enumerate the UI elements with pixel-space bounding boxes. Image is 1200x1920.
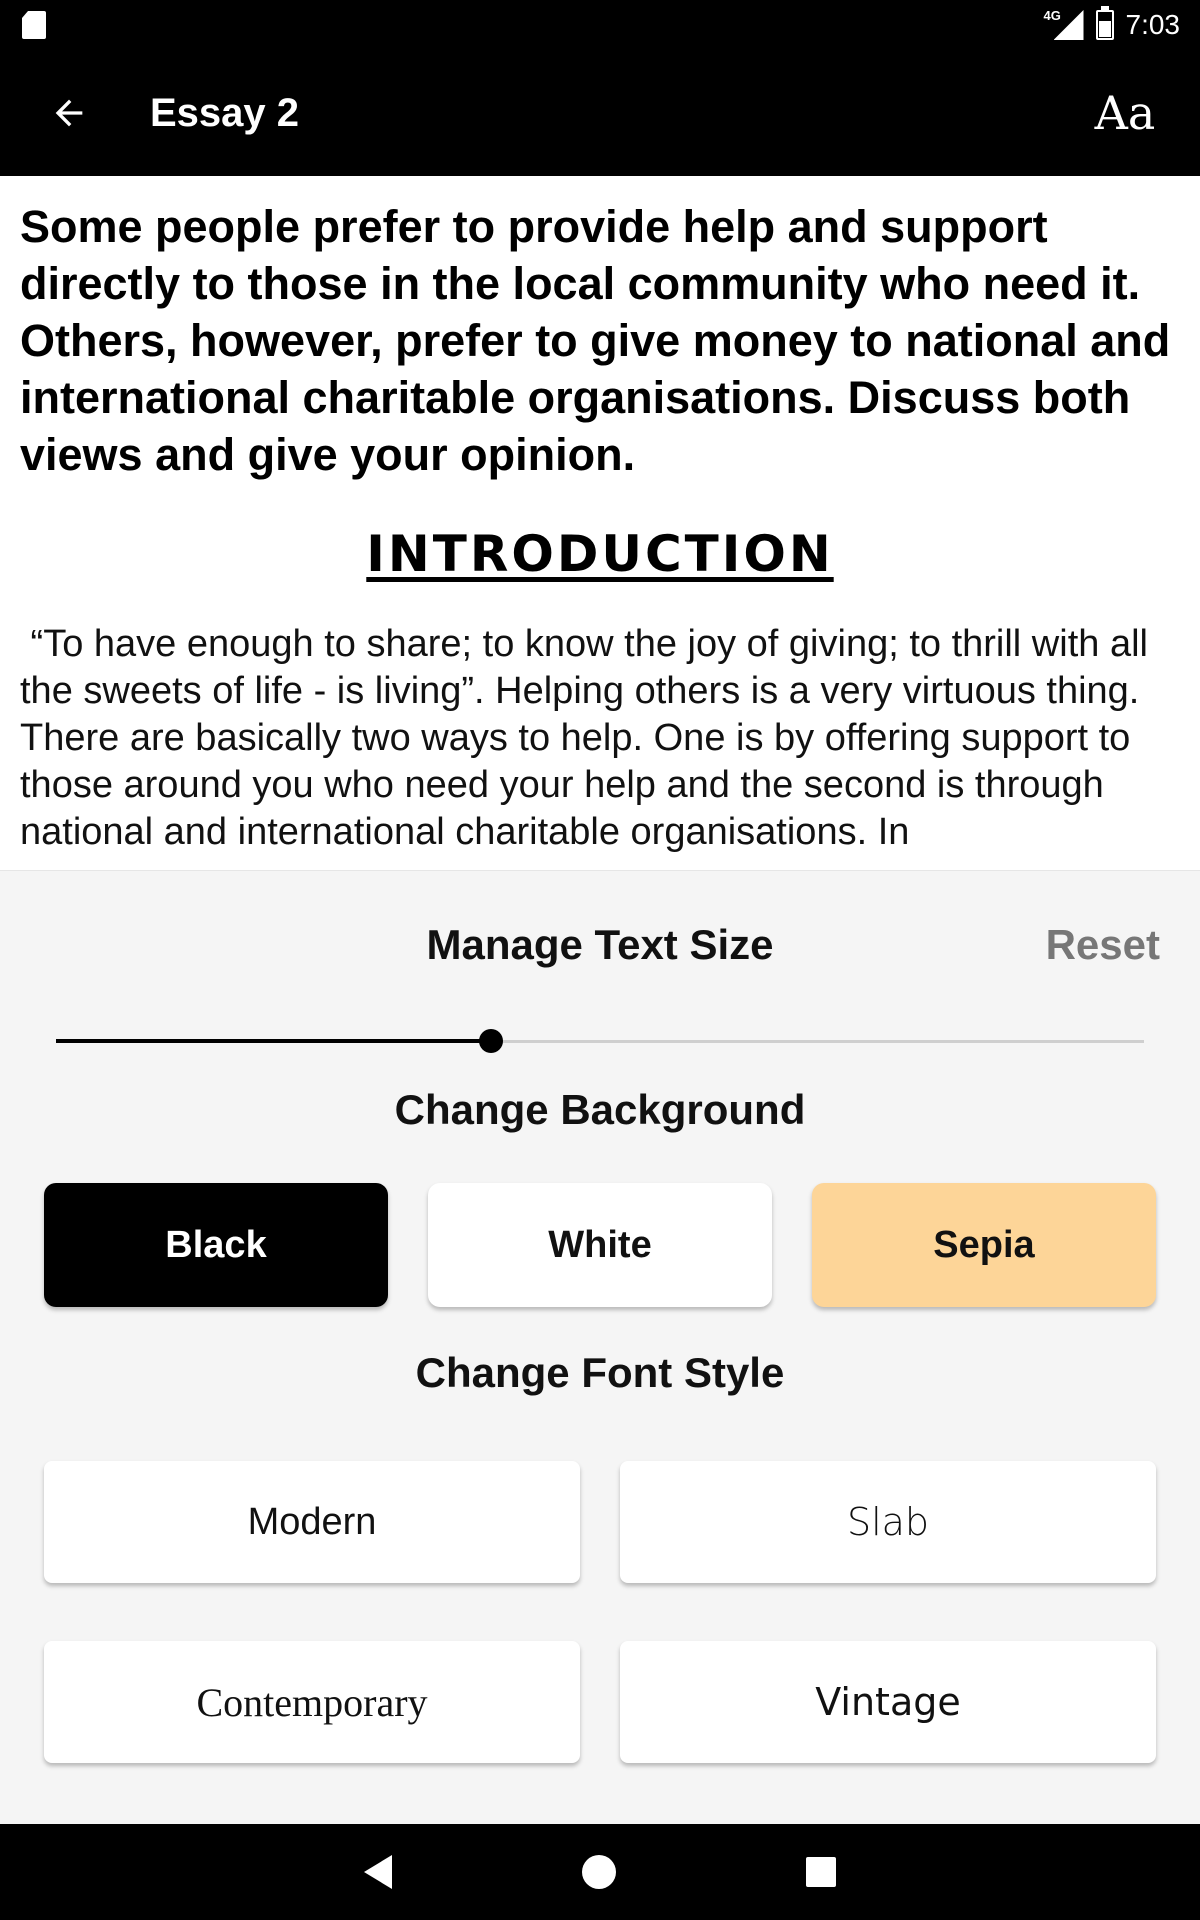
page-title: Essay 2 — [150, 90, 300, 135]
cellular-signal — [1044, 8, 1084, 42]
slider-fill — [56, 1039, 491, 1043]
font-style-title: Change Font Style — [415, 1349, 785, 1396]
font-settings-button[interactable]: Aa — [1094, 86, 1156, 140]
text-size-title: Manage Text Size — [426, 921, 774, 968]
section-heading: INTRODUCTION — [366, 525, 834, 583]
font-modern-button[interactable]: Modern — [44, 1461, 580, 1583]
reader-settings-panel — [0, 870, 1200, 1824]
app-bar — [0, 50, 1200, 176]
system-nav-bar — [0, 1824, 1200, 1920]
font-style-options — [44, 1461, 1156, 1763]
background-options — [44, 1183, 1156, 1307]
back-button[interactable] — [0, 50, 144, 176]
status-clock: 7:03 — [1125, 9, 1180, 40]
arrow-left-icon — [49, 93, 89, 133]
nav-home-icon[interactable] — [582, 1855, 616, 1889]
essay-question: Some people prefer to provide help and support directly to those in the local community who need it. Others, however, prefer to give money to national and international charitable organisations. Discuss both views and give your opinion. — [20, 201, 1171, 480]
background-black-button[interactable]: Black — [44, 1183, 388, 1307]
background-white-button[interactable]: White — [428, 1183, 772, 1307]
nav-recents-icon[interactable] — [806, 1857, 836, 1887]
font-slab-button[interactable]: Slab — [620, 1461, 1156, 1583]
text-size-header — [0, 911, 1200, 981]
background-title: Change Background — [394, 1086, 806, 1133]
background-sepia-button[interactable]: Sepia — [812, 1183, 1156, 1307]
font-vintage-button[interactable]: Vintage — [620, 1641, 1156, 1763]
network-type-label: 4G — [1043, 8, 1061, 23]
reset-button[interactable]: Reset — [1045, 921, 1160, 968]
status-bar — [0, 0, 1200, 50]
slider-thumb[interactable] — [479, 1029, 503, 1053]
text-size-slider[interactable] — [56, 1026, 1144, 1056]
battery-icon — [1096, 10, 1114, 40]
font-contemporary-button[interactable]: Contemporary — [44, 1641, 580, 1763]
essay-paragraph: “To have enough to share; to know the joy of giving; to thrill with all the sweets of life - is living”. Helping others is a very virtuous thing. There are basically two ways to help. One is by offering support to those around you who need your help and the second is through national and international charitable organisations. In — [20, 623, 1148, 853]
nav-back-icon[interactable] — [364, 1855, 392, 1889]
sd-card-icon — [22, 11, 46, 39]
essay-content[interactable] — [0, 176, 1200, 870]
